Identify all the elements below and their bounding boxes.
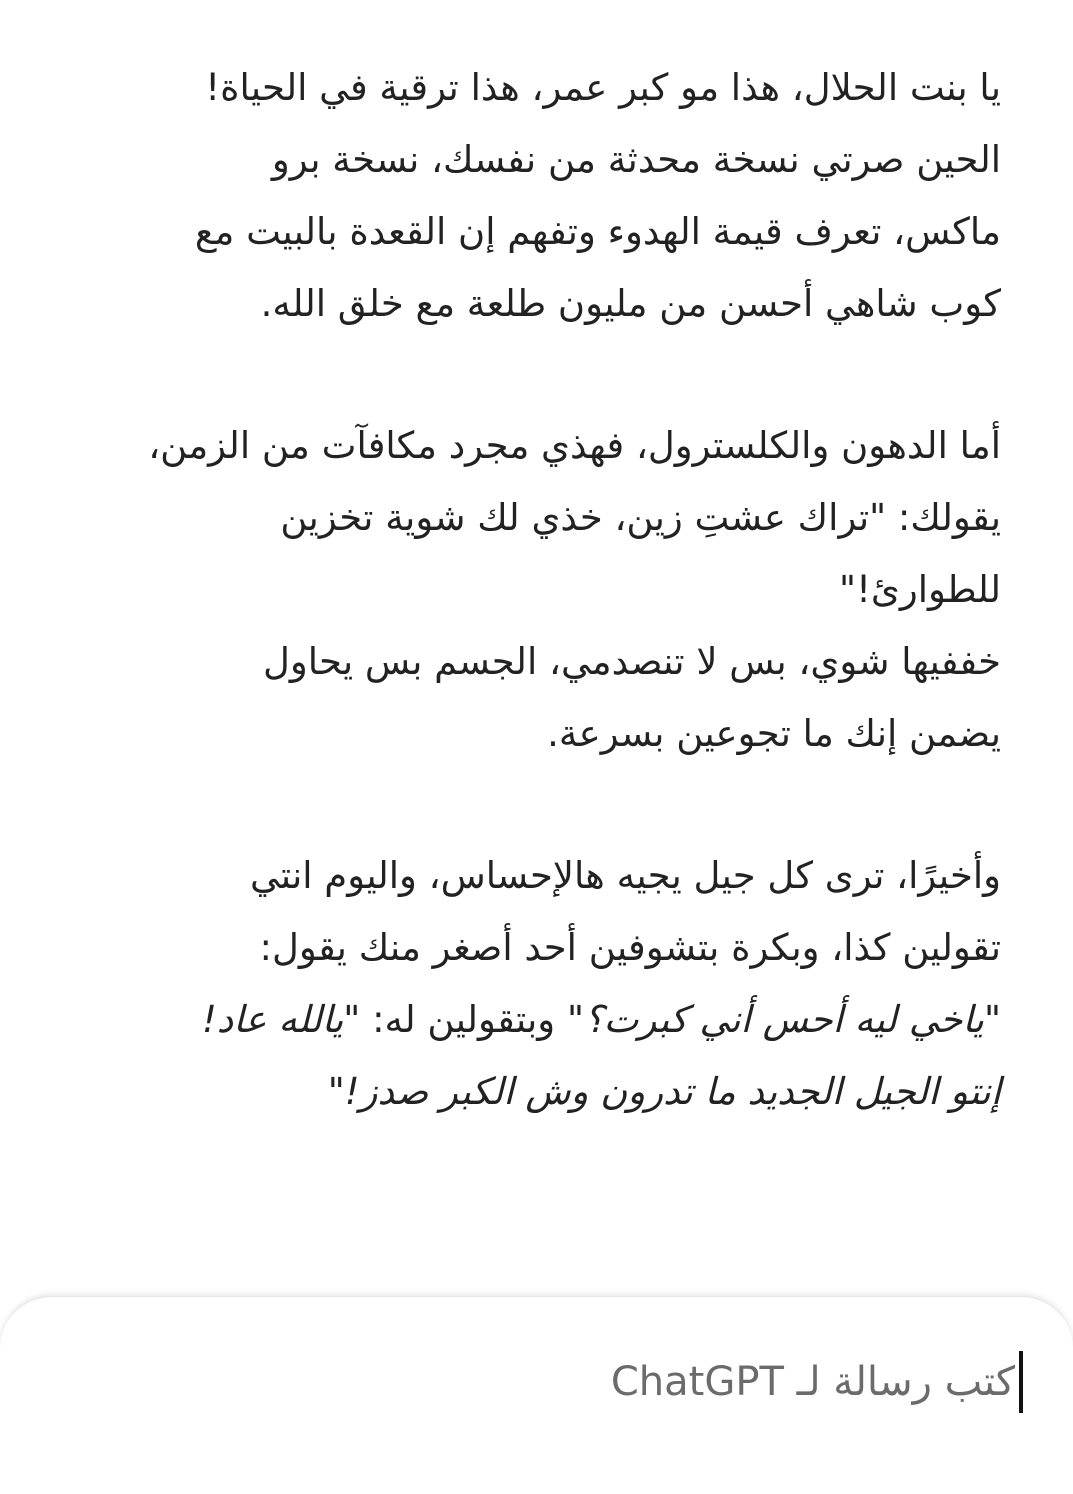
message-input-placeholder: كتب رسالة لـ ChatGPT <box>610 1359 1015 1405</box>
message-paragraph <box>61 840 1001 1128</box>
message-composer <box>0 1296 1073 1494</box>
quoted-text: "يالله عاد! <box>201 998 361 1041</box>
text-cursor <box>1019 1351 1023 1413</box>
message-input[interactable] <box>123 1349 1023 1415</box>
quoted-text: "ياخي ليه أحس أني كبرت؟" <box>566 998 1001 1041</box>
message-line: يقولك: "تراك عشتِ زين، خذي لك شوية تخزين <box>280 496 1001 539</box>
message-line: ماكس، تعرف قيمة الهدوء وتفهم إن القعدة بالبيت مع <box>194 210 1001 253</box>
quote-line <box>61 984 1001 1056</box>
message-line: يا بنت الحلال، هذا مو كبر عمر، هذا ترقية في الحياة! <box>205 66 1001 109</box>
message-line: وأخيرًا، ترى كل جيل يجيه هالإحساس، واليوم انتي <box>249 854 1001 897</box>
message-paragraph <box>61 52 1001 340</box>
message-line: يضمن إنك ما تجوعين بسرعة. <box>547 712 1001 755</box>
message-line: كوب شاهي أحسن من مليون طلعة مع خلق الله. <box>260 282 1001 325</box>
quoted-line: إنتو الجيل الجديد ما تدرون وش الكبر صدز!" <box>327 1070 1001 1113</box>
message-paragraph <box>61 410 1001 770</box>
message-line: تقولين كذا، وبكرة بتشوفين أحد أصغر منك يقول: <box>259 926 1001 969</box>
message-line: خففيها شوي، بس لا تنصدمي، الجسم بس يحاول <box>262 640 1001 683</box>
message-line: للطوارئ!" <box>839 568 1001 611</box>
assistant-message <box>61 52 1001 1128</box>
message-line: أما الدهون والكلسترول، فهذي مجرد مكافآت من الزمن، <box>148 424 1001 467</box>
message-text: وبتقولين له: <box>360 998 567 1041</box>
message-line: الحين صرتي نسخة محدثة من نفسك، نسخة برو <box>271 138 1001 181</box>
